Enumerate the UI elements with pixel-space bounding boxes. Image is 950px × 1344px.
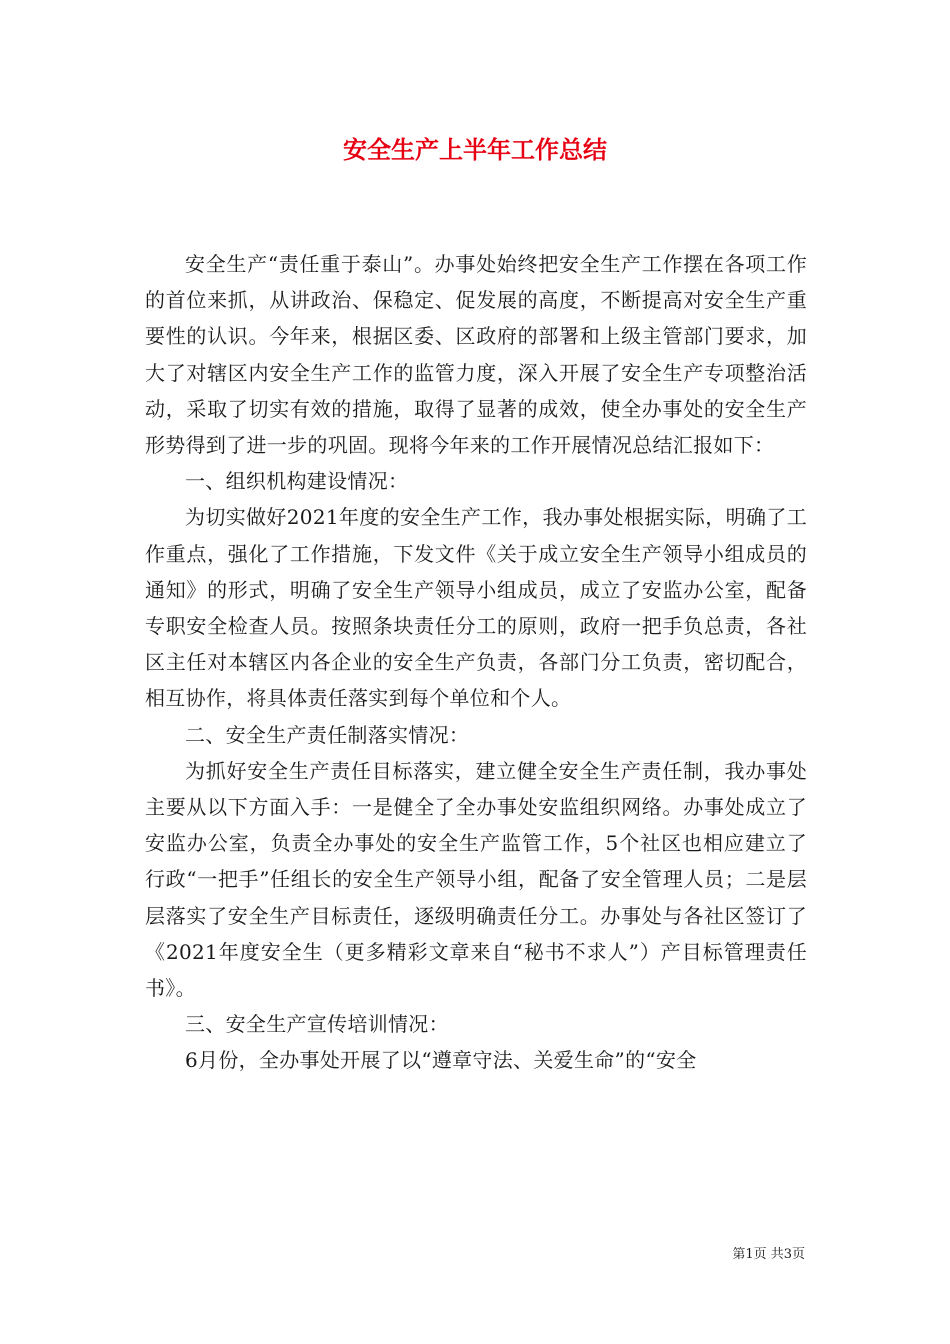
section-heading-responsibility: 二、安全生产责任制落实情况： (185, 722, 470, 747)
organization-paragraph: 为切实做好2021年度的安全生产工作，我办事处根据实际，明确了工作重点，强化了工作措施，下发文件《关于成立安全生产领导小组成员的通知》的形式，明确了安全生产领导小组成员，成立了安监办公室，配备专职安全检查人员。按照条块责任分工的原则，政府一把手负总责，各社区主任对本辖区内各企业的安全生产负责，各部门分工负责，密切配合，相互协作，将具体责任落实到每个单位和个人。 (145, 505, 807, 711)
page-number: 第1页 共3页 (732, 1247, 805, 1262)
responsibility-paragraph: 为抓好安全生产责任目标落实，建立健全安全生产责任制，我办事处主要从以下方面入手：一是健全了全办事处安监组织网络。办事处成立了安监办公室，负责全办事处的安全生产监管工作，5个社区也相应建立了行政“一把手”任组长的安全生产领导小组，配备了安全管理人员；二是层层落实了安全生产目标责任，逐级明确责任分工。办事处与各社区签订了《2021年度安全生（更多精彩文章来自“秘书不求人”）产目标管理责任书》。 (145, 758, 807, 1001)
section-heading-organization: 一、组织机构建设情况： (185, 469, 409, 494)
training-paragraph: 6月份，全办事处开展了以“遵章守法、关爱生命”的“安全 (185, 1048, 697, 1073)
intro-paragraph: 安全生产“责任重于泰山”。办事处始终把安全生产工作摆在各项工作的首位来抓，从讲政治、保稳定、促发展的高度，不断提高对安全生产重要性的认识。今年来，根据区委、区政府的部署和上级主管部门要求，加大了对辖区内安全生产工作的监管力度，深入开展了安全生产专项整治活动，采取了切实有效的措施，取得了显著的成效，使全办事处的安全生产形势得到了进一步的巩固。现将今年来的工作开展情况总结汇报如下： (145, 252, 807, 458)
document-body (145, 246, 807, 1079)
document-title: 安全生产上半年工作总结 (343, 136, 607, 164)
section-heading-training: 三、安全生产宣传培训情况： (185, 1012, 449, 1037)
